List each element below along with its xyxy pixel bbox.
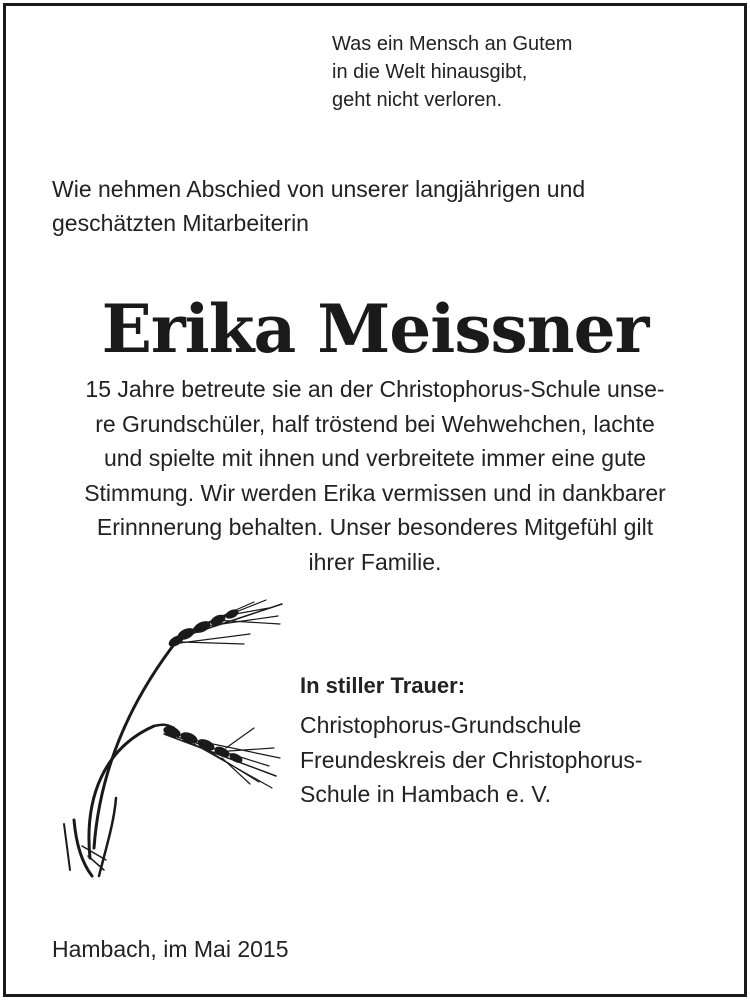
- tribute-line: 15 Jahre betreute sie an der Christophorus-Schule unse-: [85, 376, 665, 402]
- mourners-block: [300, 668, 643, 812]
- mourner-line: Freundeskreis der Christophorus-: [300, 746, 643, 773]
- tribute-line: Stimmung. Wir werden Erika vermissen und in dankbarer: [84, 479, 666, 506]
- quote-line: Was ein Mensch an Gutem: [332, 33, 573, 55]
- intro-line: geschätzten Mitarbeiterin: [52, 210, 309, 236]
- place-and-date: Hambach, im Mai 2015: [52, 936, 289, 962]
- wheat-ears-icon: [54, 598, 284, 883]
- tribute-line: und spielte mit ihnen und verbreitete immer eine gute: [103, 445, 647, 471]
- mourning-heading: In stiller Trauer:: [300, 673, 466, 698]
- mourner-line: Schule in Hambach e. V.: [300, 781, 552, 807]
- intro-line: Wie nehmen Abschied von unserer langjährigen und: [52, 176, 586, 202]
- tribute-line: Erinnnerung behalten. Unser besonderes Mitgefühl gilt: [96, 514, 654, 540]
- mourner-line: Christophorus-Grundschule: [300, 712, 582, 738]
- tribute-line: ihrer Familie.: [308, 548, 442, 575]
- tribute-text: [40, 372, 710, 579]
- farewell-intro: [52, 172, 585, 240]
- memorial-quote: [332, 30, 572, 114]
- deceased-name: Erika Meissner: [101, 290, 649, 368]
- tribute-line: re Grundschüler, half tröstend bei Wehwehchen, lachte: [95, 410, 655, 437]
- quote-line: geht nicht verloren.: [332, 89, 503, 111]
- quote-line: in die Welt hinausgibt,: [332, 61, 528, 83]
